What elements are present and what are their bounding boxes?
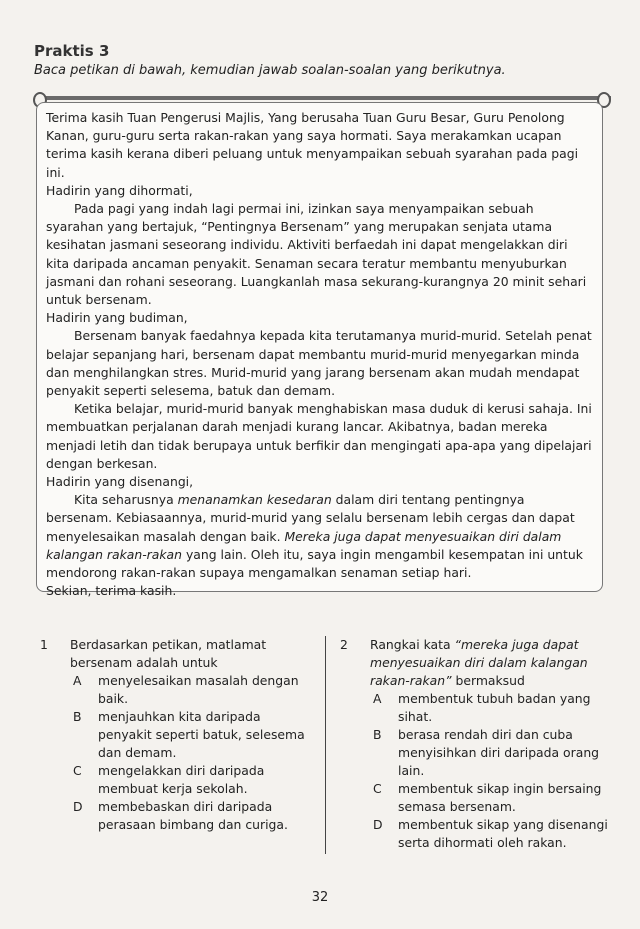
question-number: 1 — [40, 637, 48, 652]
passage-paragraph — [46, 491, 594, 582]
option-letter: C — [373, 781, 382, 796]
question-stem: Berdasarkan petikan, matlamat bersenam adalah untuk — [70, 637, 267, 670]
passage-emphasis: menanamkan kesedaran — [177, 492, 332, 508]
option-d[interactable] — [70, 798, 312, 834]
option-text: membentuk sikap yang disenangi serta dihormati oleh rakan. — [398, 817, 608, 850]
passage-paragraph: Ketika belajar, murid-murid banyak menghabiskan masa duduk di kerusi sahaja. Ini membuatkan perjalanan darah menjadi kurang lancar. Akibatnya, badan mereka menjadi letih dan tidak berupaya untuk berfikir dan mengingati apa-apa yang dipelajari dengan berkesan. — [46, 401, 592, 471]
question-1 — [40, 636, 312, 834]
passage-paragraph: Bersenam banyak faedahnya kepada kita terutamanya murid-murid. Setelah penat belajar sepanjang hari, bersenam dapat membantu murid-murid menyegarkan minda dan menghilangkan stres. Murid-murid yang jarang bersenam akan mudah mendapat penyakit seperti selesema, batuk dan demam. — [46, 328, 592, 399]
passage-paragraph: Terima kasih Tuan Pengerusi Majlis, Yang berusaha Tuan Guru Besar, Guru Penolong Kanan, guru-guru serta rakan-rakan yang saya hormati. Saya merakamkan ucapan terima kasih kerana diberi peluang untuk menyampaikan sebuah syarahan pada pagi ini. — [46, 110, 579, 180]
speech-passage — [36, 102, 603, 599]
option-text: menyelesaikan masalah dengan baik. — [98, 673, 299, 706]
option-c[interactable] — [70, 762, 312, 798]
option-text: membebaskan diri daripada perasaan bimbang dan curiga. — [98, 799, 288, 832]
passage-greeting: Hadirin yang budiman, — [46, 310, 188, 326]
option-letter: D — [73, 799, 83, 814]
page-number: 32 — [311, 890, 329, 905]
option-b[interactable] — [70, 708, 312, 762]
option-text: membentuk sikap ingin bersaing semasa bersenam. — [398, 781, 602, 814]
exercise-instruction: Baca petikan di bawah, kemudian jawab soalan-soalan yang berikutnya. — [34, 63, 506, 78]
option-letter: A — [73, 673, 82, 688]
option-a[interactable] — [70, 672, 312, 708]
option-text: mengelakkan diri daripada membuat kerja sekolah. — [98, 763, 265, 796]
question-2 — [340, 636, 614, 852]
option-b[interactable] — [370, 726, 614, 780]
option-letter: D — [373, 817, 383, 832]
option-letter: B — [373, 727, 382, 742]
option-letter: C — [73, 763, 82, 778]
option-text: menjauhkan kita daripada penyakit seperti batuk, selesema dan demam. — [98, 709, 305, 760]
option-d[interactable] — [370, 816, 614, 852]
questions-section — [40, 636, 614, 856]
decorative-rule — [35, 96, 611, 100]
passage-emphasis: Mereka juga dapat menyesuaikan diri dalam kalangan rakan-rakan — [46, 528, 562, 562]
question-number: 2 — [340, 637, 348, 652]
question-stem — [370, 636, 614, 690]
passage-text: Kita seharusnya — [74, 492, 178, 508]
passage-section — [33, 92, 611, 602]
stem-emphasis: “mereka juga dapat menyesuaikan diri dalam kalangan rakan-rakan” — [370, 637, 588, 688]
passage-paragraph: Pada pagi yang indah lagi permai ini, izinkan saya menyampaikan sebuah syarahan yang bertajuk, “Pentingnya Bersenam” yang merupakan senjata utama kesihatan jasmani seseorang individu. Aktiviti berfaedah ini dapat mengelakkan diri kita daripada ancaman penyakit. Senaman secara teratur membantu menyuburkan jasmani dan rohani seseorang. Luangkanlah masa sekurang-kurangnya 20 minit sehari untuk bersenam. — [46, 201, 587, 308]
column-divider — [325, 636, 326, 854]
passage-greeting: Hadirin yang dihormati, — [46, 182, 193, 198]
option-text: berasa rendah diri dan cuba menyisihkan diri daripada orang lain. — [398, 727, 600, 778]
option-letter: A — [373, 691, 382, 706]
option-letter: B — [73, 709, 82, 724]
exercise-title: Praktis 3 — [34, 42, 110, 60]
option-text: membentuk tubuh badan yang sihat. — [398, 691, 591, 724]
stem-text: Rangkai kata — [370, 637, 455, 652]
option-a[interactable] — [370, 690, 614, 726]
option-c[interactable] — [370, 780, 614, 816]
passage-text: yang lain. Oleh itu, saya ingin mengambil kesempatan ini untuk mendorong rakan-rakan supaya mengamalkan senaman setiap hari. — [46, 546, 583, 581]
passage-closing: Sekian, terima kasih. — [46, 583, 177, 599]
passage-text: dalam diri tentang pentingnya bersenam. Kebiasaannya, murid-murid yang selalu bersenam lebih cergas dan dapat menyelesaikan masalah dengan baik. — [46, 492, 575, 544]
passage-greeting: Hadirin yang disenangi, — [46, 474, 194, 490]
stem-text: bermaksud — [451, 673, 525, 688]
